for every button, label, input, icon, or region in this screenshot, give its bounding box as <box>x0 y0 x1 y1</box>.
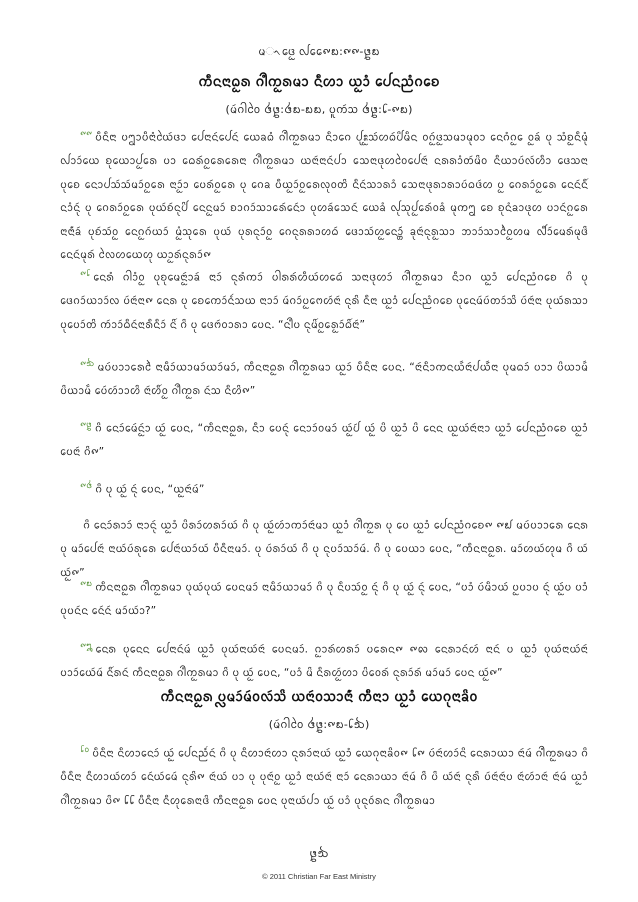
paragraph-text: ᨶᩮᩁᩴ ᨣᩤᩣᩴᩅᩬ ᨷᩩᨧᩩᨾᩮᨶᩣᩢᩬᩣᨡᩢ ᨶᩣᩣᩢ ᨶᩩᩁᩴᨠᩣᩢ ᨷᩤᩁᩁᩢᩉᩥᨿᩢᩉᨵᩮᩢ ᩈᨶᩣᨴᩩᩉᩣᩢ ᨣᩤᩴᨠᩬᩁᨾᩣ ᨶᩥᩣᨣ ᨿᩬᩣᩴ ᨸᩮᨶᨬᩴᨣᨧᩮ ᨣᩦ ᨷᩩ ᨴᩮᨣᩣᩢᨿᩣᩣᩢᩃ ᨷᩢᨶᩣᩢᨶᩣ᪑ ᨶᩮᩁ ᨷᩩ ᨧᩮᨠᩮᩣᩢᨶᩴᩢᩈᨿ ᨶᩣᩣᩣᩢ ᨾᩢᨣᩣᩢᨷᩬᨻᩮᩉᩢᨶᩣᩢ ᨶᩩᩁᩦ ᨶᩥᨶᩣ ᨿᩬᩣᩴ ᨸᩮᨶᨬᩴᨣᨧᩮ ᨷᩩᨶᩮᨾᩢᨷᩢᨲᩣᩢᩈᩦ ᨷᩢᨶᩣᩢᨶᩣ ᨷᩩᨿᩢᩁᩈᩣ ᨷᩩᨷᩮᩣᩢᨲᩦ ᨠᩢᩣᩣᩢᨵᩥᨶᩢᨶᩣᩁᩥᨶᩥᩣᩢ ᨶᩦᩢ ᨣᩦ ᨷᩩ ᨴᩮᨻᩢᩅᩣᩁᩣ ᨷᩮᨶ. “ᨶᩤᩴᨷ ᨶᩩᨾᩦᩢᩅᩬᩁᩮᩬᩣᩢᨵᩦᩢᨶᩣᩢ” <box>60 271 588 331</box>
section-title: ᨠᩥᨶᨶᩣᨵᩬᩁ ᨣᩤᩴᨠᩬᩁᨾᩣ ᨶᩥᩉᩣ ᨿᩬᩣᩴ ᨸᩮᨶᨬᩴᨣᨧᩮ <box>198 74 440 90</box>
paragraph-text: ᨣᩦ ᨷᩩ ᨿᩬᩢ ᨶᩩᩢ ᨷᩮᨶ, “ᨿᩬᨶᩣᩢᨾᩢ” <box>95 483 205 496</box>
paragraph-text: ᨾᨷᩢᨷᩣᩣᩁᩮᩱᩢ ᨶᩣᨾᩥᩣᩢᨿᩣᨾᩣᩢᨿᩣᩢᨾᩣᩢ, ᨠᩥᨶᨶᩣᨵᩬᩁ ᨣᩤᩴᨠᩬᩁᨾᩣ ᨿᩬᩣᩢ ᨷᩥᨶᩥᨶᩣ ᨷᩮᨶ. “ᨶᩣᩢᨶᩥᩣᨠᨶᨿᩢᩢᨶᩣᩢᨸᨿᩢᩢᩢᨶᩣ ᨷᩩᨾᨵᩣᩢ ᨷᩣᩣ ᨷᩦᨿᩣᨾᩢᩢ ᨷᩦᨿᩣᨾᩢᩢ ᨷᩮᩢᩉᩢᩣᩣᩉᩦ ᨶᩣᩢᩉᩥᩢᩅᩬ ᨣᩤᩴᨠᩬᩁ ᨶᩢᩈ ᨶᩥᩉᩦ᪑” <box>60 361 588 398</box>
paragraph-text: ᨣᩦ ᨶᩮᩣᩢᨾᩮᩢᨶᩬᩢᩣ ᨿᩬᩢ ᨷᩮᨶ, “ᨠᩥᨶᨶᩣᨵᩬᩁ, ᨶᩥᩣ ᨷᩮᨶᩩᩢ ᨶᩮᩣᩣᩢᩅᨾᩣᩢ ᨿᩬᩢᨸᩢ ᨿᩬᩢ ᨷᩦ ᨿᩬᩣᩴ ᨷᩦ ᨶᩮᨶ ᨿᩬᨿᩢᨶᩣᩢᨶᩣᩣ ᨿᩬᩣᩴ ᨸᩮᨶᨬᩴᨣᨧᩮ ᨿᩬᩣᩴ ᨷᩮᨶᩣᩢ ᨣᩦ᪑” <box>60 422 588 459</box>
verse-number: ᪑᪘ <box>80 641 93 650</box>
verse-number: ᪑᪕ <box>80 481 93 490</box>
section-title: ᨠᩥᨶᨶᩣᨵᩬᩁ ᨷᩖᨾᩣᩢᨾᩢᩅᩃᩢᩈᩦ ᨿᨶᩣᩢᩅᩈᩣᨶᩣᩢᩴ ᨠᩥᨶᩣᩣ ᨿᩬᩣᩴ ᨿᩮᨣᩩᨶᩣᨡᩦᩅ <box>160 689 478 705</box>
paragraph <box>60 474 588 498</box>
verse-number: ᪑᪑ <box>80 129 92 138</box>
paragraph <box>60 262 588 334</box>
paragraph <box>60 510 588 579</box>
paragraph-text: ᨷᩥᨶᩥᨶᩣ ᨷᩂᩣᨷᩥᨶᩣᩴᨿᩱᩢᨴᩣ ᨸᩮᨶᩣᨶᩢᨸᩮᨶᩢ ᨿᩮᨡᨵᩴ ᨣᩤᩴᨠᩬᩁᨾᩣ ᨶᩥᩣᨣᩮ ᨸᩩᩡᩬᩈᩢᩉᨵᩢᨸᩦᨾᩥᨶ ᩅᨣᩬᩢᨴᩬᩈᨾᩣᨾᩩᩅᩣ ᨶᩮᨣᩴᨣᩬᩮ ᩅᩬᨡᩢ ᨷᩩ ᩈᩴᨧᩬᨶᩥᨾᩩᩴ ᩓᩣᩣᩢᨿᩮ ᨧᩩᨿᩮᩣᨸᩬᩁᩮ ᨷᩣ ᨵᩮᩁᩢᩅᩬᩁᩮᩁᩮᨶᩣ ᨣᩤᩴᨠᩬᩁᨾᩣ ᨿᨶᩣᩢᨶᩣᨶᩢᨸᩣ ᩈᩮᨶᩣᨴᩩᩉᩅᩱᨸᩮᨶᩣᩢ ᨶᩁᩁᩣᩴᨲᩢᨾᩦᩅ ᨶᩥᨿᩣᨷᩢᩃᩢᩉᩥᩣ ᨴᩮᩈᨶᩣ ᨷᩩᨧᩮ ᨶᩮᩣᨸᩈᩢᩈᩢᨾᩣᩢᩅᩬᩁᩮ ᨶᩣᩣᩬᩢᩣ ᨷᩮᩁᩢᩅᩬᩁᩮ ᨷᩩ ᨣᩮᨡ ᨷᩥᨿᩬᩣᩢᩅᩬᩁᩮᩃᩩᩅᨲᩦ ᨶᩥᨶᩢᩈᩣᩁᩣᩴ ᩈᩮᨶᩣᨴᩩᩁᩣᩁᩣᨷᩢᨵᨴᩢᩉ ᨷᩬ ᨣᩮᩁᩣᩢᩅᩬᩁᩮ ᨶᩮᨶᩢᨶᩥᩢ ᨶᩴᩣᨶᩩᩢ ᨷᩩ ᨣᩮᩁᩣᩢᩅᩬᩁᩮ ᨷᩩᨿᩢᨧᩢᨶᩩᨸᩦ ᨶᩮᨶᩬᨾᩣᩢ ᨧᩣᨣᩣᩢᩈᩣᩁᩮᩢᨶᩮᩢᩣ ᨷᩩᩉᨡᩢᩈᩮᨶᩢ ᨿᩮᨡᩴ ᩓᩩᩈᩩᨸᩬᩮᩁᩢᩅᨡᩴ ᨾᩩᨠᩂ ᨧᩮ ᨧᩩᨶᩴᨡᩣᨴᩩᩉ ᨷᩣᨶᩢᨣᩬᩁᩮ ᨶᩣᨶᩣᩢᩴᨡᩢ ᨷᩩᨧᩢᩈᩢᩅᩬ ᨶᩮᨣᩬᨣᩢᨿᩣᩢ ᨾᩴᩬᩈᩩᩁᩮ ᨷᩩᨿᩢ ᨷᩩᩁᨶᩩᩣᩢᩅᩬ ᨣᩮᨶᩩᩁᩁᩣᩉᨵᩢ ᨴᩮᩣᩈᩢᩉᩬᨶᩮᩣᩢ᩠ᨲᩢ ᨡᩩᨶᩣᩢᨶᩩᩁᩬᩈᩣ ᨽᩣᩣᩢᩈᩣᩱᩴᩅᩬᩉᨾ ᩓᩥᩣᩢᨾᩮᩁᩢᨾᩩᨴᩦ ᨶᩮᨶᩢᨾᩩᩁᩢ ᩃᩱᩉᨿᩮᩉᩩ ᨿᩣᩬᩁᩢᨶᩩᩁᩣᩢ᪑ <box>60 131 588 262</box>
verse-number: ᪑᪗ <box>80 579 93 588</box>
page-number: ᪔᪓ <box>309 847 329 860</box>
paragraph <box>60 572 588 620</box>
verse-number: ᪑᪔ <box>80 420 92 429</box>
section-reference: (ᨾᩢᨣᩤᩅᩱ ᪕᪔:᪑᪗-᪒᪓) <box>268 718 370 731</box>
paragraph <box>60 352 588 400</box>
paragraph-text: ᨶᩮᩁ ᨷᩩᨶᩮᨶ ᨸᩮᨶᩣᨶᩢᨾᩢ ᨿᩬᩣᩴ ᨷᩩᨿᩢᨶᩣᨿᩢᨶᩣᩢ ᨷᩮᨶᨾᩣᩢ. ᨣᩬᩣᩁᩢᩉᩁᩣᩢ ᨷᩁᩮᨶ᪑ ᪑᪙ ᨶᩮᩁᩣᨶᩢᩉᩢ ᨶᩣᨶᩢ ᨷ ᨿᩬᩣᩴ ᨷᩩᨿᩢᨶᩣᨿᩢᨶᩣᩢ ᨷᩣᩣᩢᨿᩮᩢᨾᩢ ᨶᩥᩢᩁᨶᩢ ᨠᩥᨶᨶᩣᨵᩬᩁ ᨣᩤᩴᨠᩬᩁᨾᩣ ᨣᩦ ᨷᩩ ᨿᩬᩢ ᨷᩮᨶ, “ᨷᩣᩴ ᨾᩦ ᨶᩥᩁᩉᩢᩬᩉᩣ ᨷᩦᩅᩮᩁᩢ ᨶᩩᩁᩣᩢᩁᩢ ᨾᩣᩢᨾᩣᩢ ᨷᩮᨶ ᨿᩬᩢ᪑” <box>60 643 588 680</box>
verse-number: ᪑᪒ <box>80 269 91 278</box>
paragraph <box>60 634 588 682</box>
verse-number: ᪑᪓ <box>80 359 95 368</box>
copyright-footer: © 2011 Christian Far East Ministry <box>262 872 376 881</box>
running-header: ᨾᨚᨴᩮᩬ ᩓᩯ᪑᪗:᪑᪑-᪔᪗ <box>258 45 380 58</box>
paragraph <box>60 738 588 810</box>
paragraph <box>60 122 588 262</box>
paragraph <box>60 413 588 461</box>
paragraph-text: ᨠᩥᨶᨶᩣᨵᩬᩁ ᨣᩤᩴᨠᩬᩁᨾᩣ ᨷᩩᨿᩢᨷᩩᨿᩢ ᨷᩮᨶᨾᩣᩢ ᨶᩣᨾᩥᩣᩢᨿᩣᨾᩣᩢ ᨣᩦ ᨷᩩ ᨶᩥᨷᩈᩢᩅᩬ ᨶᩩᩢ ᨣᩦ ᨷᩩ ᨿᩬᩢ ᨶᩩᩢ ᨷᩮᨶ, “ᨷᩣᩴ ᨷᩢᨾᩥᩣᨿᩢ ᨷᩬᨷᩣᨷ ᨶᩩᩢ ᨿᩬᩢᨷ ᨷᩣᩴ ᨷᩩᨷᨶᩢᨶ ᨶᩮᩢᨶᩢ ᨾᩣᩢᨿᩢᩣ?” <box>60 581 588 618</box>
paragraph-text: ᨷᩥᨶᩥᨶᩣ ᨶᩥᩉᩣᨶᩮᩣᩢ ᨿᩬᩢ ᨸᩮᨶᨬᩴᩢᨶᩢ ᨣᩦ ᨷᩩ ᨶᩥᩉᩣᨶᩣᩢᩉᩣ ᨶᩩᩁᩣᩢᨶᩣᨿᩢ ᨿᩬᩣᩴ ᨿᩮᨣᩩᨶᩣᨡᩦᩅ᪑ ᪒᪑ ᨷᩢᨶᩣᩢᩉᩣᩢᨶᩦ ᨶᩮᩁᩣᨿᩣ ᨶᩣᩢᨾᩢ ᨣᩤᩴᨠᩬᩁᨾᩣ ᨣᩦ ᨷᩥᨶᩥᨶᩣ ᨶᩥᩉᩣᨿᩢᩉᩣᩢ ᨶᩮᩢᨿᩢᨾᩮᩢ ᨶᩩᩁᩦ᪑ ᨶᩣᩢᨿᩢ ᨷᩣ ᨷᩩ ᨷᩩᨶᩣᩢᩅᩬ ᨿᩬᩣᩴ ᨶᩣᨿᩢᨶᩣᩢ ᨶᩣᩣᩢ ᨶᩮᩁᩣᨿᩣ ᨶᩣᩢᨾᩢ ᨣᩦ ᨷᩦ ᨿᩢᨶᩣᩢ ᨶᩩᩁᩦ ᨷᩢᨶᩣᩢᨶᩣᩢᨷ ᨶᩣᩢᩉᩢᩣᨶᩣᩢ ᨶᩣᩢᨾᩢ ᨿᩬᩣᩴ ᨣᩤᩴᨠᩬᩁᨾᩣ ᨷᩦ᪑ ᪒᪒ ᨷᩥᨶᩥᨶᩣ ᨶᩥᩉᩩᩁᩮᨶᩣᨴᩦ ᨠᩥᨶᨶᩣᨵᩬᩁ ᨷᩮᨶ ᨷᩩᨶᩣᨿᩢᨸᩣ ᨿᩬᩢ ᨷᩣᩴ ᨷᩩᨶᩩᩅᩢᩁᨶ ᨣᩤᩴᨠᩬᩁᨾᩣ <box>60 747 588 807</box>
section-reference: (ᨾᩢᨣᩤᩅᩱ ᪕᪔:᪕᪗-᪗᪗, ᨷᩪᨠᩢᩈ ᪕᪔:᪒-᪑᪗) <box>225 103 413 116</box>
paragraph-text: ᨣᩦ ᨶᩮᩣᩢᩁᩣᩣᩢ ᨶᩣᩣᨶᩩᩢ ᨿᩬᩣᩴ ᨷᩦᩁᩣᩢᩉᩁᩣᩢᨿᩢ ᨣᩦ ᨷᩩ ᨿᩬᩢᩉᩢᩣᨠᩣᩢᨶᩣᩢᨾᩣ ᨿᩬᩣᩴ ᨣᩤᩴᨠᩬᩁ ᨷᩩ ᨷᩮ ᨿᩬᩣᩴ ᨸᩮᨶᨬᩴᨣᨧᩮ᪑ ᪑᪖ ᨾᨷᩢᨷᩣᩣᩁᩮ ᨶᩮᩁ ᨷᩩ ᨾᩣᩢᨸᩮᨶᩣᩢ ᨶᩣᨿᩢᨷᩢᩁᩩᩁᩮ ᨸᩮᨶᩣᩢᨿᩣᩢᨿᩢ ᨷᩥᨶᩥᨶᩣᨾᩣᩢ. ᨷᩩ ᨷᩢᩁᩣᩢᨿᩢ ᨣᩦ ᨷᩩ ᨶᩩᨷᩣᩢᩈᩣᩢᨾᩢ. ᨣᩦ ᨷᩩ ᨷᩮᨿᩣ ᨷᩮᨶ, “ᨠᩥᨶᨶᩣᨵᩬᩁ. ᨾᩣᩢᩉᨿᩢᩉᩩᨾ ᨣᩦ ᨿᩢ ᨿᩬᩢ᪑” <box>60 519 588 579</box>
verse-number: ᪒᪐ <box>80 745 90 754</box>
